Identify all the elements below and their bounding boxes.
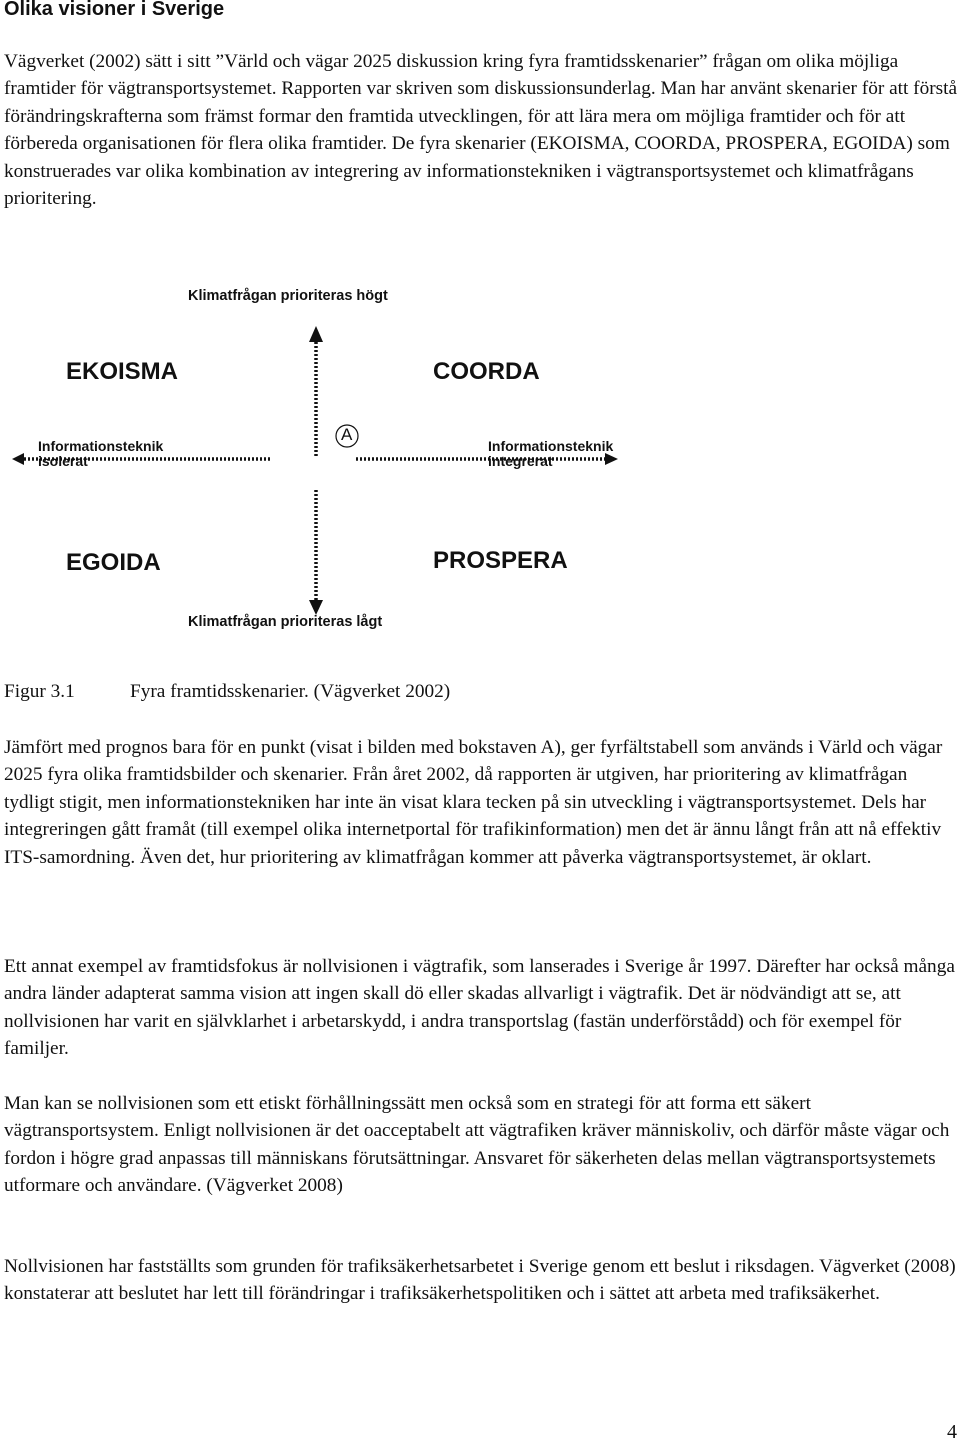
axis-label-isolated-line1: Informationsteknik (38, 438, 164, 454)
axis-label-high: Klimatfrågan prioriteras högt (188, 288, 388, 304)
scenario-diagram (0, 270, 960, 640)
quadrant-prospera: PROSPERA (433, 547, 568, 574)
page-number: 4 (947, 1421, 957, 1443)
axis-label-low: Klimatfrågan prioriteras lågt (188, 614, 383, 630)
axis-label-integrated (488, 439, 613, 469)
paragraph-nollvision-ethics: Man kan se nollvisionen som ett etiskt förhållningssätt men också som en strategi för att forma ett säkert vägtransportsystem. Enligt nollvisionen är det oacceptabelt att vägtrafiken kräver människoliv, och därför måste vägar och fordon i högre grad anpassas till människans förutsättningar. Ansvaret för säkerheten delas mellan vägtransportsystemets utformare och användare. (Vägverket 2008) (4, 1093, 950, 1197)
quadrant-coorda: COORDA (433, 358, 540, 385)
quadrant-egoida: EGOIDA (66, 549, 161, 576)
axis-label-integrated-line1: Informationsteknik (488, 438, 614, 454)
axis-label-isolated (38, 439, 163, 469)
axis-label-integrated-line2: integrerat (488, 453, 553, 469)
caption-title: Fyra framtidsskenarier. (130, 681, 309, 702)
figure-caption (4, 678, 450, 705)
arrow-down (309, 600, 323, 615)
paragraph-nollvision-intro: Ett annat exempel av framtidsfokus är nollvisionen i vägtrafik, som lanserades i Sverige år 1997. Därefter har också många andra länder adapterat samma vision att ingen skall dö eller skadas allvarligt i vägtrafik. Det är nödvändigt att se, att nollvisionen har varit en självklarhet i arbetarskydd, i andra transportslag (fastän underförstådd) och för exempel för familjer. (4, 956, 955, 1060)
center-point-label: A (341, 425, 353, 444)
arrow-up (309, 326, 323, 342)
quadrant-ekoisma: EKOISMA (66, 358, 179, 385)
axis-label-isolated-line2: isolerat (38, 453, 88, 469)
caption-source: (Vägverket 2002) (313, 681, 451, 702)
paragraph-intro: Vägverket (2002) sätt i sitt ”Värld och vägar 2025 diskussion kring fyra framtidsskenarier” frågan om olika möjliga framtider för vägtransportsystemet. Rapporten var skriven som diskussionsunderlag. Man har använt skenarier för att förstå förändringskrafterna som främst formar den framtida utvecklingen, för att lära mera om möjliga framtider och för att förbereda organisationen för flera olika framtider. De fyra skenarier (EKOISMA, COORDA, PROSPERA, EGOIDA) som konstruerades var olika kombination av integrering av informationstekniken i vägtransportsystemet och klimatfrågans prioritering. (4, 51, 958, 210)
paragraph-nollvision-decision: Nollvisionen har fastställts som grunden för trafiksäkerhetsarbetet i Sverige genom ett beslut i riksdagen. Vägverket (2008) konstaterar att beslutet har lett till förändringar i trafiksäkerhetspolitiken och i sättet att arbeta med trafiksäkerhet. (4, 1256, 956, 1305)
arrow-left (12, 453, 24, 465)
caption-number: Figur 3.1 (4, 681, 75, 702)
section-title: Olika visioner i Sverige (4, 0, 225, 20)
paragraph-comparison: Jämfört med prognos bara för en punkt (visat i bilden med bokstaven A), ger fyrfältstabell som används i Värld och vägar 2025 fyra olika framtidsbilder och skenarier. Från året 2002, då rapporten är utgiven, har prioritering av klimatfrågan tydligt stigit, men informationstekniken har inte än visat klara tecken på sin utveckling i vägtransportsystemet. Dels har integreringen gått framåt (till exempel olika internetportal för trafikinformation) men det är ännu långt från att nå effektiv ITS-samordning. Även det, hur prioritering av klimatfrågan kommer att påverka vägtransportsystemet, är oklart. (4, 737, 943, 868)
